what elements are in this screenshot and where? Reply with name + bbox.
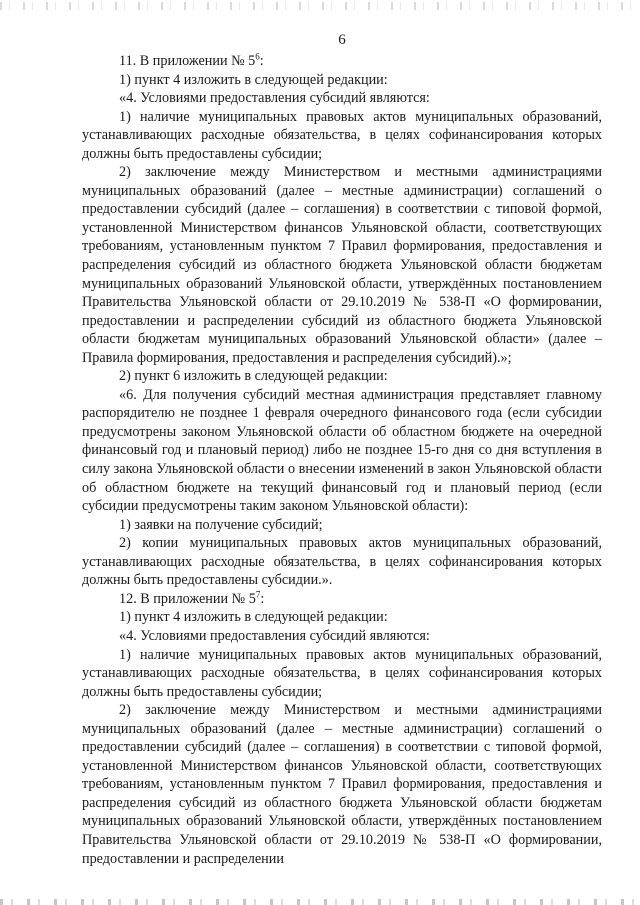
paragraph (82, 71, 602, 90)
paragraph (82, 386, 602, 516)
document-page (82, 30, 602, 868)
paragraph-text: 1) наличие муниципальных правовых актов муниципальных образований, устанавливающих расходные обязательства, в целях софинансирования которых должны быть предоставлены субсидии; (82, 108, 602, 162)
paragraph (82, 627, 602, 646)
paragraph-punctuation: : (259, 53, 264, 69)
paragraph-text: «6. Для получения субсидий местная администрация представляет главному распорядителю не позднее 1 февраля очередного финансового года (если субсидии предусмотрены законом Ульяновской области об областном бюджете на очередной финансовый год и плановый период) либо не позднее 15-го дня со дня вступления в силу закона Ульяновской области о внесении изменений в закон Ульяновской области об областном бюджете на текущий финансовый год и плановый период (если субсидии предусмотрены таким законом Ульяновской области): (82, 386, 602, 515)
paragraph (82, 89, 602, 108)
scan-artifact-bottom (0, 899, 640, 905)
paragraph (82, 516, 602, 535)
paragraph (82, 163, 602, 367)
scan-artifact-top (0, 2, 640, 10)
appendix-superscript: 7 (255, 589, 261, 600)
page-number: 6 (338, 32, 346, 48)
paragraph (82, 52, 602, 71)
paragraph-text: 12. В приложении № 5 (119, 590, 256, 607)
paragraph-text: 1) заявки на получение субсидий; (119, 516, 323, 533)
appendix-superscript: 6 (255, 51, 260, 62)
paragraph-text: 2) копии муниципальных правовых актов муниципальных образований, устанавливающих расходные обязательства, в целях софинансирования которых должны быть предоставлены субсидии.». (82, 535, 602, 589)
paragraph-text: 1) наличие муниципальных правовых актов муниципальных образований, устанавливающих расходные обязательства, в целях софинансирования которых должны быть предоставлены субсидии; (82, 646, 602, 700)
paragraph-text: 1) пункт 4 изложить в следующей редакции: (119, 71, 388, 88)
paragraph (82, 534, 602, 590)
paragraph-text: «4. Условиями предоставления субсидий являются: (119, 90, 430, 107)
paragraph-text: 1) пункт 4 изложить в следующей редакции: (119, 609, 388, 626)
paragraph (82, 608, 602, 627)
paragraph (82, 646, 602, 702)
paragraph-text: 11. В приложении № 5 (119, 53, 256, 69)
paragraph (82, 367, 602, 386)
paragraph (82, 701, 602, 868)
paragraph-text: 2) заключение между Министерством и местными администрациями муниципальных образований (далее – местные администрации) соглашений о предоставлении субсидий (далее – соглашения) в соответствии с типовой формой, установленной Министерством финансов Ульяновской области, соответствующих требованиям, установленным пунктом 7 Правил формирования, предоставления и распределения субсидий из областного бюджета Ульяновской области бюджетам муниципальных образований Ульяновской области, утверждённых постановлением Правительства Ульяновской области от 29.10.2019 № 538-П «О формировании, предоставлении и распределении (82, 702, 602, 867)
paragraph (82, 590, 602, 609)
paragraph-text: 2) пункт 6 изложить в следующей редакции: (119, 368, 388, 385)
paragraph-text: «4. Условиями предоставления субсидий являются: (119, 627, 430, 644)
paragraph-punctuation: : (260, 590, 265, 607)
document-body (82, 52, 602, 868)
paragraph (82, 108, 602, 164)
paragraph-text: 2) заключение между Министерством и местными администрациями муниципальных образований (далее – местные администрации) соглашений о предоставлении субсидий (далее – соглашения) в соответствии с типовой формой, установленной Министерством финансов Ульяновской области, соответствующих требованиям, установленным пунктом 7 Правил формирования, предоставления и распределения субсидий из областного бюджета Ульяновской области бюджетам муниципальных образований Ульяновской области, утверждённых постановлением Правительства Ульяновской области от 29.10.2019 № 538-П «О формировании, предоставлении и распределении субсидий из областного бюджета Ульяновской области бюджетам муниципальных образований Ульяновской области» (далее – Правила формирования, предоставления и распределения субсидий).»; (82, 164, 602, 366)
